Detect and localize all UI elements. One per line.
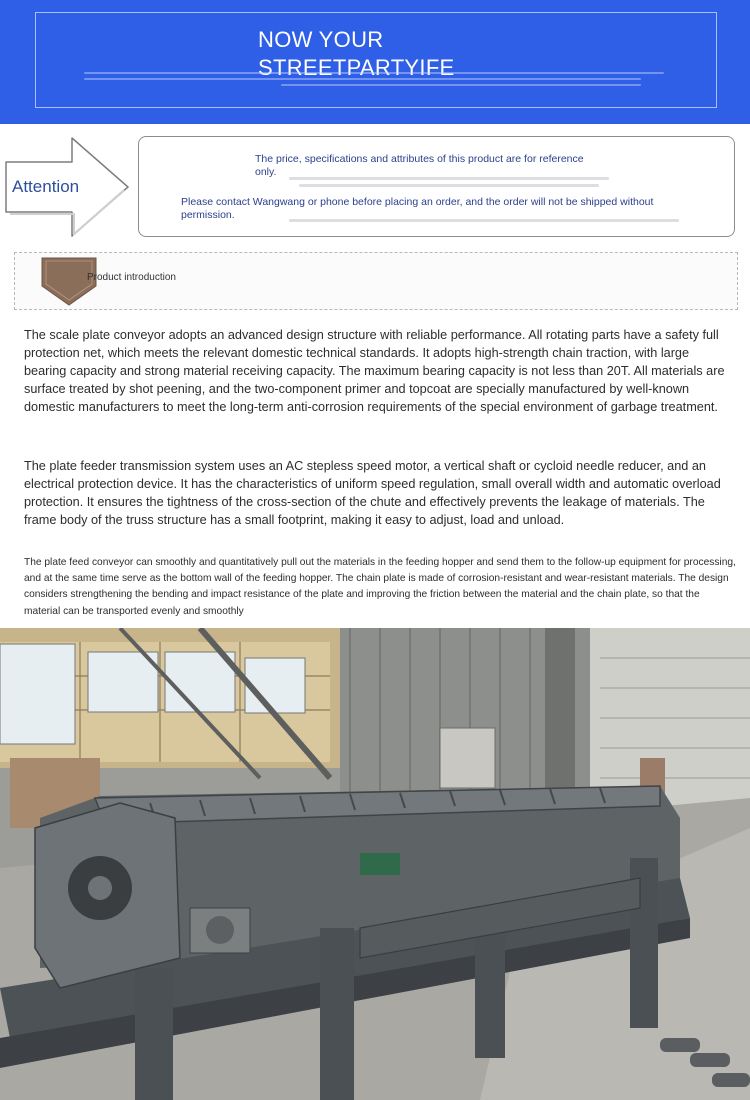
attention-blur-stroke xyxy=(289,219,679,222)
banner-title-line2: STREETPARTYIFE xyxy=(258,55,455,80)
attention-notice-line2: Please contact Wangwang or phone before placing an order, and the order will not be shipped without permission. xyxy=(181,196,654,221)
attention-blur-stroke xyxy=(299,184,599,187)
product-intro-header xyxy=(14,252,738,310)
conveyor-photo xyxy=(0,628,750,1100)
conveyor-photo-illustration xyxy=(0,628,750,1100)
paragraph-feed: The plate feed conveyor can smoothly and quantitatively pull out the materials in the feeding hopper and send them to the follow-up equipment for processing, and at the same time serve as the bottom wall of the feeding hopper. The chain plate is made of corrosion-resistant and wear-resistant materials. The design considers strengthening the bending and impact resistance of the plate and improving the friction between the material and the chain plate, so that the material can be transported evenly and smoothly xyxy=(24,557,736,617)
banner-title-line1: NOW YOUR xyxy=(258,27,384,52)
banner-fineprint-texture xyxy=(84,72,664,102)
paragraph-transmission: The plate feeder transmission system uses an AC stepless speed motor, a vertical shaft or cycloid needle reducer, and an electrical protection device. It has the characteristics of uniform speed regulation, small overall width and automatic overload protection. It ensures the tightness of the cross-section of the chute and effectively prevents the leakage of materials. The frame body of the truss structure has a small footprint, making it easy to adjust, load and unload. xyxy=(24,459,721,527)
attention-notice xyxy=(138,136,735,237)
paragraph-design: The scale plate conveyor adopts an advanced design structure with reliable performance. All rotating parts have a safety full protection net, which meets the relevant domestic technical standards. It adopts high-strength chain traction, with large bearing capacity and strong material receiving capacity. The maximum bearing capacity is not less than 20T. All materials are surface treated by shot peening, and the two-component primer and topcoat are specially manufactured by well-known domestic manufacturers to meet the long-term anti-corrosion requirements of the special environment of garbage treatment. xyxy=(24,328,725,414)
attention-blur-stroke xyxy=(289,177,609,180)
product-intro-label: Product introduction xyxy=(87,272,176,283)
top-banner xyxy=(0,0,750,124)
attention-label: Attention xyxy=(12,177,80,196)
attention-notice-line1: The price, specifications and attributes of this product are for reference only. xyxy=(255,153,584,178)
